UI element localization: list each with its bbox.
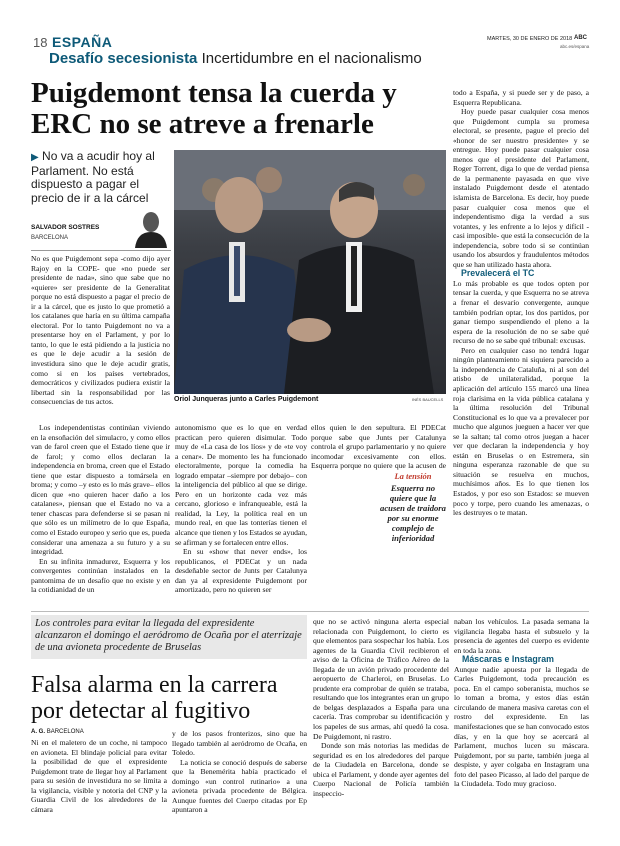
article1-column-3b xyxy=(311,471,377,605)
brand-logo: ABC xyxy=(574,35,587,41)
paragraph: y de los pasos fronterizos, sino que ha llegado también al aeródromo de Ocaña, en Toledo. xyxy=(172,729,307,758)
article2-column-2 xyxy=(172,729,307,839)
author-divider xyxy=(31,250,171,251)
pullquote-text: Esquerra no quiere que la acusen de traidora por su enorme complejo de inferioridad xyxy=(380,483,446,543)
article-subhead xyxy=(31,150,169,205)
photo-credit: INÉS BAUCELLS xyxy=(412,397,444,402)
photo-figures xyxy=(174,150,446,394)
paragraph: En su «show that never ends», los republicanos, el PDECat y un nada desdeñable sector de Junts per Catalunya dan ya al expresidente Puigdemont por amortizado, pero no quieren ser xyxy=(175,547,307,595)
article1-column-4 xyxy=(453,88,589,605)
article2-byline xyxy=(31,729,84,735)
kicker-bold: Desafío secesionista xyxy=(49,50,198,67)
paragraph: La noticia se conoció después de saberse que la Benemérita había practicado el domingo «un control rutinario» a una avioneta privada procedente de Bélgica. Aunque fuentes del Cuerpo citadas por Ep apuntaron a xyxy=(172,757,307,815)
pullquote xyxy=(380,471,446,569)
kicker-rest: Incertidumbre en el nacionalismo xyxy=(201,50,422,67)
header-kicker xyxy=(49,50,422,67)
subhead-text: No va a acudir hoy al Parlament. No está dispuesto a pagar el precio de ir a la cárcel xyxy=(31,149,155,205)
article2-column-1 xyxy=(31,738,167,838)
pullquote-label: La tensión xyxy=(394,471,432,481)
article1-column-2 xyxy=(175,423,307,605)
subhead-triangle-icon: ▶ xyxy=(31,152,39,163)
section-label: ESPAÑA xyxy=(52,34,113,50)
page-date: MARTES, 30 DE ENERO DE 2018 xyxy=(487,36,573,42)
paragraph: Hoy puede pasar cualquier cosa menos que Puigdemont cumpla su promesa electoral, se presente, pague el precio del «honor de ser nuestro presidente» y se entregue. Hoy puede pasar cualquier cosa menos que el presidente del Parlament, Roger Torrent, diga lo que de verdad piensa de la permanente payasada en que vive instalado Puigdemont desde el atentado islamista de Barcelona. Es decir, hoy puede pasar cualquier cosa menos que el independentismo diga la verdad a sus votantes, y les enfrente a lo lejos y difícil -casi imposible- que está la consecución de la independencia, sobre todo si se continúan usando los absurdos y fraudulentos métodos que se han utilizado hasta ahora. xyxy=(453,107,589,269)
article1-column-1a xyxy=(31,254,170,422)
paragraph: Pero en cualquier caso no tendrá lugar ningún planteamiento ni siquiera parecido a la independencia de Cataluña, ni al son del atisbo de unilateralidad, porque la aplicación del artículo 155 marcó una línea roja clarísima en la vida pública catalana y la última resolución del Tribunal Constitucional es lo que va a prevalecer por mucho que algunos jueguen a hacer ver que se la saltan; tal como otros juegan a hacer ver que declaran la independencia y hoy están en Bruselas o en Estremera, sin ninguna esperanza razonable de que su situación se resuelva en muchos, muchísimos años. Es lo que tienen los Estados, y por eso son Estados: se mueven poco y torpe, pero cuando les amenazas, o les destruyes o te matan. xyxy=(453,345,589,518)
article1-column-3a xyxy=(311,423,446,471)
paragraph: ellos quien le den sepultura. El PDECat porque sabe que Junts per Catalunya controla el grupo parlamentario y no quiere incomodar excesivamente con ellos. Esquerra porque no quiere que la acusen de xyxy=(311,423,446,471)
author-block xyxy=(31,210,171,250)
article2-column-4 xyxy=(454,617,589,839)
paragraph: Ni en el maletero de un coche, ni tampoco en avioneta. El blindaje policial para evitar la posibilidad de que el expresidente Puigdemont trate de llegar hoy al Parlament para su sesión de investidura no se limita a la vigilancia, visible y notoria del CNP y la Guardia Civil de los alrededores de la cámara xyxy=(31,738,167,814)
paragraph: Donde son más notorias las medidas de seguridad es en los alrededores del parque de la Ciudadela en Barcelona, donde se ubica el Parlament, y donde ayer agentes del Cuerpo Nacional de Policía también inspeccio- xyxy=(313,741,449,798)
paragraph: naban los vehículos. La pasada semana la vigilancia llegaba hasta el subsuelo y la presencia de agentes del cuerpo es evidente en toda la zona. xyxy=(454,617,589,655)
article-headline: Puigdemont tensa la cuerda y ERC no se atreve a frenarle xyxy=(31,77,397,140)
article2-deck-box xyxy=(31,615,307,659)
paragraph: En su infinita inmadurez, Esquerra y los convergentes continúan instalados en la pantomima de un desafío que no existe y en la cotidianidad de un xyxy=(31,556,170,595)
paragraph: autonomismo que es lo que en verdad practican pero quieren disimular. Todo muy de «La casa de los líos» y de «te voy a cenar». De momento les ha funcionado electoralmente, porque la comedia ha logrado empatar –siempre por debajo– con la inteligencia del público al que se dirige. Pero en un horizonte cada vez más cercano, glorioso e infranqueable, está la realidad, la Ley, la política real en un mundo real, en que las tonterías tienen el alcance que tienen y los Estados se ayudan, se afirman y se fortalecen entre ellos. xyxy=(175,423,307,547)
article2-headline: Falsa alarma en la carrera por detectar al fugitivo xyxy=(31,672,278,724)
article2-deck: Los controles para evitar la llegada del expresidente alcanzaron el domingo el aeródromo de Ocaña por el aterrizaje de una avioneta procedente de Bruselas xyxy=(35,618,302,653)
article1-column-1b xyxy=(31,423,170,605)
byline-location: BARCELONA xyxy=(46,729,84,735)
web-address: abc.es/espana xyxy=(560,44,590,49)
article2-column-3 xyxy=(313,617,449,839)
section-subheading: Prevalecerá el TC xyxy=(461,268,535,279)
paragraph: Los independentistas continúan viviendo en la ensoñación del simulacro, y como ellos van de farol creen que el Estado tiene que ir de farol; y como ellos declaran la independencia en broma, creen que el Estado tiene que estar dispuesto a tomársela en broma; y como –y esto es lo más grave– ellos dicen que «no quieren hacer daño a los catalanes», piensan que el Estado no va a tener chascas para defenderse si se pasan ni que sólo es un milímetro de lo que España, como el Estado europeo y serio que es, pueda considerar una amenaza a su futuro y a su integridad. xyxy=(31,423,170,557)
author-portrait-icon xyxy=(127,210,171,248)
article-divider xyxy=(31,611,589,612)
paragraph: todo a España, y si puede ser y de paso, a Esquerra Republicana. xyxy=(453,88,589,107)
author-name: SALVADOR SOSTRES xyxy=(31,224,100,231)
author-location: BARCELONA xyxy=(31,235,69,241)
article-photo xyxy=(174,150,446,394)
paragraph: No es que Puigdemont sepa -como dijo ayer Rajoy en la COPE- que «no puede ser presidente de nada», sino que sabe que no «quiere» ser presidente de la Generalitat porque no está dispuesto a pagar el precio de ir a la cárcel, que es justo lo que prometió a los catalanes que haría en su última campaña electoral. Por lo tanto Puigdemont no va a presentarse hoy en el Parlament, y por lo tanto, lo que le está pidiendo a la justicia no es que le deje acudir a la sesión de investidura sino que le deje acudir gratis, como si en los países vertebrados, democráticos y civilizados pudiera existir la libertad sin la responsabilidad por las consecuencias de tus actos. xyxy=(31,254,170,407)
section-subheading: Máscaras e Instagram xyxy=(462,654,554,665)
paragraph: que no se activó ninguna alerta especial relacionada con Puigdemont, lo cierto es que elementos para sospechar los había. Los agentes de la Guardia Civil recibieron el aviso de la Oficina de Tráfico Aéreo de la llegada de un avión privado procedente del aeropuerto de Charleroi, en Bruselas. Lo prudente era comprobar de quién se trataba, resultando que los integrantes eran un grupo de belgas desplazados a España para una cacería. Tras comprobar su identificación y los papeles de sus armas, ahí quedó la cosa. De Puigdemont, ni rastro. xyxy=(313,617,449,741)
page-number: 18 xyxy=(33,35,48,50)
paragraph: Aunque nadie apuesta por la llegada de Carles Puigdemont, toda precaución es poca. En el campo soberanista, muchos se lo toman a broma, y estos días están circulando de manera masiva caretas con el rostro del expresidente. En las manifestaciones que se han convocado estos días, y en la que hoy se acercará al Parlament, muchos lucen su máscara. Puigdemont, por su parte, también juega al despiste, y ayer colgaba en Instagram una foto del paseo Picasso, al lado del parque de la Ciudadela. Todo muy gracioso. xyxy=(454,664,589,789)
photo-caption: Oriol Junqueras junto a Carles Puigdemont xyxy=(174,396,319,403)
paragraph: Lo más probable es que todos opten por tensar la cuerda, y que Esquerra no se atreva a frenar el desvarío convergente, aunque también podrían optar, los dos partidos, por ganar tiempo suspendiendo el pleno a la espera de la resolución de no se sabe qué recurso de no se sabe qué tribunal: excusas. xyxy=(453,278,589,346)
byline-author: A. G. xyxy=(31,729,46,735)
